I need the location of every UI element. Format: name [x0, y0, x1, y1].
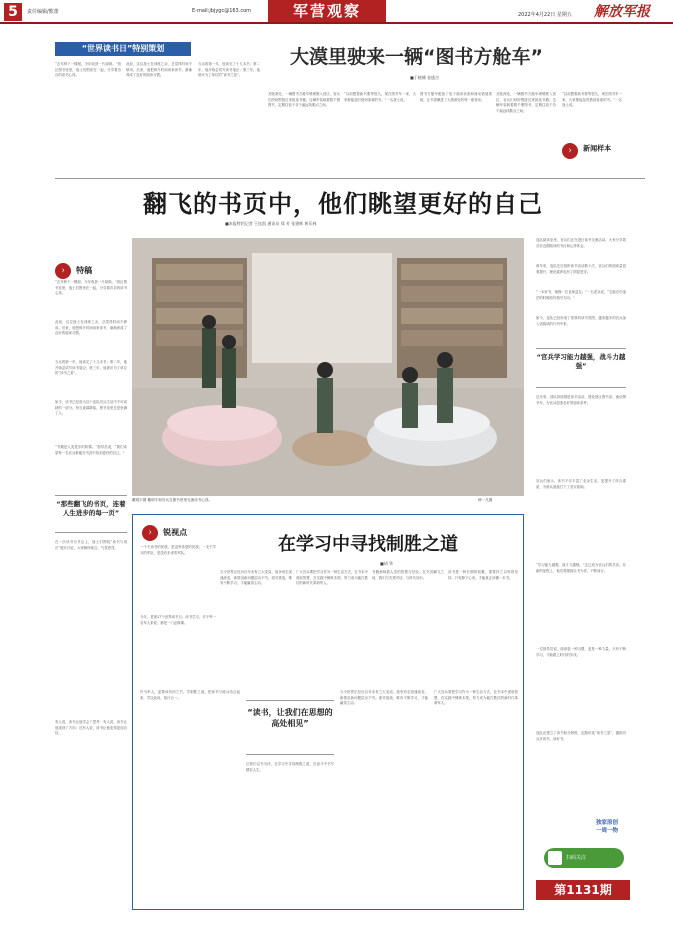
header-rule — [0, 22, 673, 24]
new-sample-label: 新闻样本 — [583, 144, 612, 153]
paragraph: 图书方舱车配备了电子阅读设备和流动借阅系统，让书香飘进了大漠深处的每一座营房。 — [420, 92, 492, 102]
qr-label: 扫码关注 — [566, 855, 587, 861]
special-pullquote-box — [55, 495, 127, 533]
paragraph: “以前想看新书要等很久，现在图书车一来，大家都能及时借到喜欢的书。”一名战士说。 — [562, 92, 622, 108]
new-sample-tag — [562, 138, 632, 156]
commentary-byline: ■胡 华 — [380, 561, 394, 566]
commentary-title: 在学习中寻找制胜之道 — [278, 534, 458, 555]
paragraph: 当今世界正经历百年未有之大变局，战争形态加速演变，新情况新问题层出不穷。面对挑战，唯有不断学习，才能赢得主动。 — [340, 690, 428, 706]
paragraph: 作为军人，更要读有用之书，学制胜之道。把读书与练兵结合起来，学以致用，知行合一。 — [140, 690, 240, 700]
commentary-col-9 — [434, 690, 518, 905]
paragraph: “去年种下一棵树，今年收获一片绿荫。”营区图书室里，战士们围坐在一起，分享着各自的读书心得。 — [55, 280, 127, 296]
paragraph: 两年来，连队先后组织读书活动数十次，官兵们的阅读量显著提升，理论素养也有了明显进步。 — [536, 264, 626, 274]
date: 2022年4月22日 星期五 — [518, 12, 572, 18]
paragraph: 一位指导员说，阅读是一种习惯，更是一种力量。只有不断学习，才能跟上时代的步伐。 — [536, 647, 626, 657]
email: E-mail:jbjygc@163.com — [192, 8, 252, 14]
paragraph: 官兵们表示，读书不仅丰富了业余生活，更提升了综合素质，为练兵备战打下了坚实基础。 — [536, 479, 626, 489]
reading-photo — [132, 238, 524, 496]
editor-line: 责任编辑/熊蕾 — [27, 9, 59, 15]
paragraph: 此前，这位战士在训练之余，总觉得时间不够用。后来，他把碎片时间用来读书，渐渐养成了良好的阅读习惯。 — [55, 320, 127, 336]
top-article-title: 大漠里驶来一辆“图书方舱车” — [290, 46, 543, 68]
feature-banner: “世界读书日”特别策划 — [55, 42, 191, 56]
top-col-2 — [126, 62, 192, 172]
top-article-byline: ■于晓城 金逢吉 — [410, 75, 440, 80]
divider — [55, 178, 645, 179]
paragraph: “去年种下一棵树，今年收获一片绿荫。”营区图书室里，战士们围坐在一起，分享着各自的读书心得。 — [55, 62, 121, 78]
commentary-col-8 — [340, 690, 428, 905]
commentary-col-5 — [448, 570, 518, 680]
paragraph: 连队阅读室里，官兵们正在进行读书交流活动。大家分享着各自近期阅读的书目和心得体会。 — [536, 238, 626, 248]
top-col-3 — [198, 62, 260, 172]
commentary-col-1 — [140, 545, 216, 685]
top-col-1 — [55, 62, 121, 172]
commentary-tag — [142, 520, 222, 538]
special-body — [55, 280, 127, 490]
paragraph: “一本好书，就像一位良师益友。”一名老兵说，“它能在你迷茫的时候给你指引方向。” — [536, 290, 626, 300]
top-article-col-2 — [344, 92, 416, 174]
commentary-col-6 — [140, 690, 240, 905]
photo-caption: 戴明宇摄 戴明宇和官兵在图书馆里交流读书心得。 — [132, 498, 213, 502]
main-headline: 翻飞的书页中，他们眺望更好的自己 — [143, 190, 543, 218]
paragraph: 如今，读书已经成为这个连队官兵生活中不可或缺的一部分。每当夜幕降临，图书室里总是坐满了人。 — [55, 400, 127, 416]
photo-illustration — [132, 238, 524, 496]
paragraph: 读书是一种长期的积累，需要持之以恒的坚持。只有静下心来，才能真正读懂一本书。 — [448, 570, 518, 580]
chevron-icon: › — [55, 263, 71, 279]
paragraph: 书籍承载着人类的智慧与经验。在书页翻飞之间，我们与先贤对话，与时代同行。 — [372, 570, 444, 580]
commentary-col-3 — [296, 570, 368, 680]
commentary-col-2 — [220, 570, 292, 680]
page-number: 5 — [4, 3, 22, 21]
top-article-col-3 — [420, 92, 492, 174]
commentary-col-4 — [372, 570, 444, 680]
photo-credit: 韩一凡摄 — [478, 498, 493, 502]
paragraph: 有人说，读书让他学会了思考；有人说，读书让他找到了方向；还有人说，读书让他变得更加自信。 — [55, 720, 127, 736]
right-col-heading-box — [536, 348, 626, 388]
paragraph: 当兵的第一年，他读完了十几本书；第二年，他开始尝试写读书笔记；第三年，他被评为了单位的“读书之星”。 — [55, 360, 127, 376]
paragraph: 今年，是第27个世界读书日。读书学习，对于每一名军人来说，都是一门必修课。 — [140, 615, 216, 625]
top-article-col-1 — [268, 92, 340, 174]
paragraph: 广大官兵要把学习作为一种生活方式，在书本中汲取智慧，在实践中锤炼本领，努力成为能打胜仗的新时代革命军人。 — [296, 570, 368, 586]
paragraph: 如今，连队已经形成了浓厚的读书氛围，越来越多的官兵加入到阅读的行列中来。 — [536, 316, 626, 326]
paragraph: 连队还建立了读书积分制度，定期评选“读书之星”，激励官兵多读书、读好书。 — [536, 731, 626, 741]
special-body-2 — [55, 540, 127, 910]
exclusive-label: 独家原创 一周一物 — [595, 820, 618, 834]
paragraph: 戈壁深处，一辆图书方舱车缓缓驶入营区，官兵们纷纷围拢过来挑选书籍。这辆车装载着数千册图书，定期往返于各个偏远执勤点之间。 — [496, 92, 556, 113]
commentary-pullquote: “读书，让我们在思想的高处相见” — [247, 708, 333, 728]
paragraph: 当今世界正经历百年未有之大变局，战争形态加速演变，新情况新问题层出不穷。面对挑战，唯有不断学习，才能赢得主动。 — [220, 570, 292, 586]
qr-code-icon — [548, 851, 562, 865]
special-tag — [55, 258, 125, 276]
main-byline: ■本报特约记者 王钰凯 通讯员 郑 芳 张建辉 黄乐林 — [225, 221, 317, 226]
paragraph: 此前，这位战士在训练之余，总觉得时间不够用。后来，他把碎片时间用来读书，渐渐养成了良好的阅读习惯。 — [126, 62, 192, 78]
paragraph: 让我们以书为伴，在学习中寻找制胜之道，在奋斗中书写精彩人生。 — [246, 762, 334, 772]
paragraph: “学习能力越强，战斗力越强。”这已成为官兵们的共识。在新的征程上，他们将继续以书为伴，不断前行。 — [536, 563, 626, 573]
paragraph: 当兵的第一年，他读完了十几本书；第二年，他开始尝试写读书笔记；第三年，他被评为了单位的“读书之星”。 — [198, 62, 260, 78]
right-col-body — [536, 238, 626, 343]
right-col-body-2 — [536, 395, 626, 815]
commentary-col-7 — [246, 762, 334, 905]
chevron-icon: › — [142, 525, 158, 541]
special-label: 特稿 — [76, 266, 93, 275]
section-title: 军营观察 — [268, 0, 386, 22]
commentary-label: 锐视点 — [163, 528, 188, 537]
paragraph: “书籍是人类进步的阶梯。”指导员说，“我们希望每一名官兵都能在书页中找到更好的自己。” — [55, 445, 127, 455]
special-pullquote: “那些翻飞的书页，连着人生进步的每一页” — [56, 500, 126, 517]
chevron-icon: › — [562, 143, 578, 159]
commentary-pullquote-box — [246, 700, 334, 755]
qr-badge[interactable] — [544, 848, 624, 868]
top-article-col-4 — [496, 92, 556, 174]
paragraph: 一个不读书的民族，是没有希望的民族；一支不学习的军队，是没有未来的军队。 — [140, 545, 216, 555]
paragraph: 在一次读书分享会上，战士们围绕“读书与成长”展开讨论，大家畅所欲言，气氛热烈。 — [55, 540, 127, 550]
right-col-heading: “官兵学习能力越强，战斗力越强” — [536, 353, 626, 370]
issue-number: 第1131期 — [536, 880, 630, 900]
masthead-logo: 解放军报 — [594, 4, 650, 20]
paragraph: 戈壁深处，一辆图书方舱车缓缓驶入营区，官兵们纷纷围拢过来挑选书籍。这辆车装载着数千册图书，定期往返于各个偏远执勤点之间。 — [268, 92, 340, 108]
paragraph: 广大官兵要把学习作为一种生活方式，在书本中汲取智慧，在实践中锤炼本领，努力成为能打胜仗的新时代革命军人。 — [434, 690, 518, 706]
paragraph: 近年来，部队持续推进读书活动，建设营区图书室、流动图书车，为官兵创造良好的阅读条件。 — [536, 395, 626, 405]
top-article-col-5 — [562, 92, 622, 132]
paragraph: “以前想看新书要等很久，现在图书车一来，大家都能及时借到喜欢的书。”一名战士说。 — [344, 92, 416, 102]
